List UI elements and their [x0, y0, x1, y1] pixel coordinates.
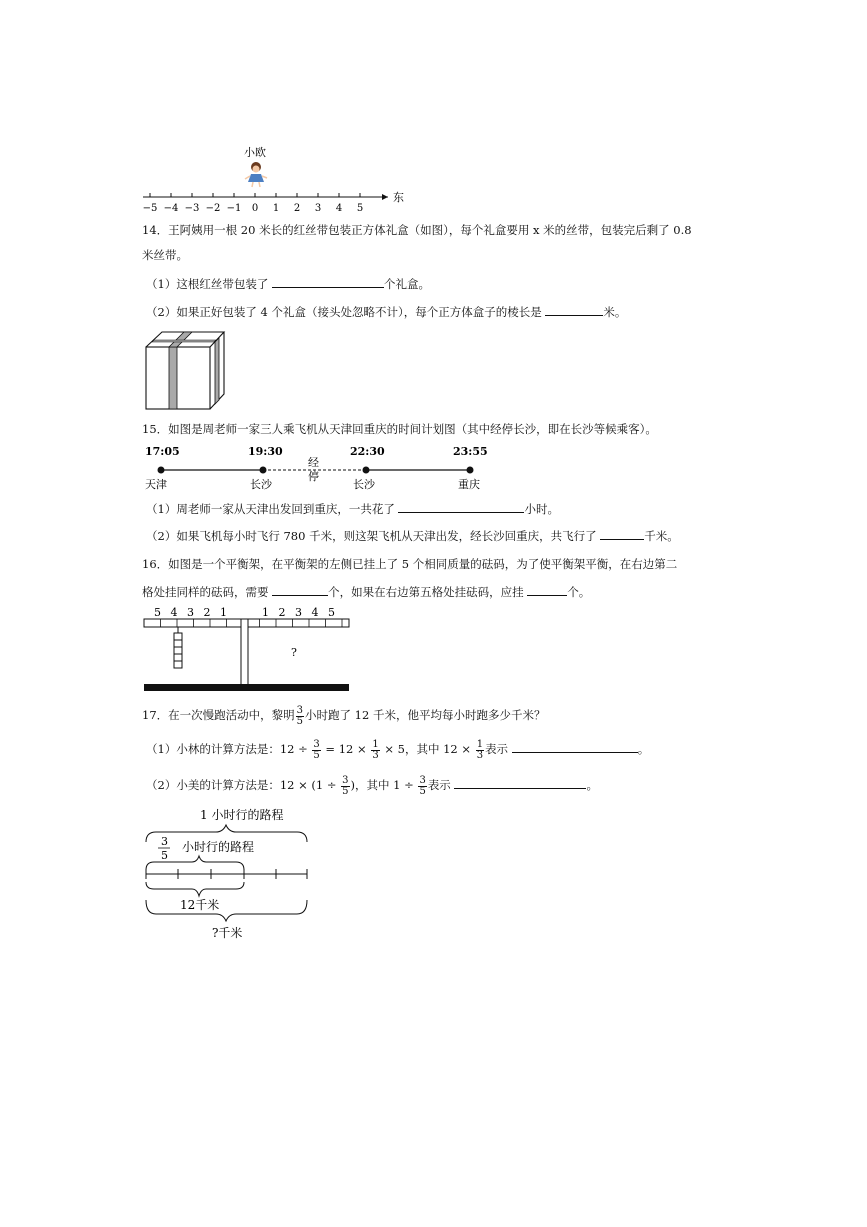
fraction-3-5-d: $\frac{3}{5}$ [419, 774, 426, 797]
q16-line1: 16．如图是一个平衡架，在平衡架的左侧已挂上了 5 个相同质量的砝码，为了使平衡架平衡，在右边第二 [142, 557, 678, 571]
q14-part1-end: 个礼盒。 [383, 277, 430, 291]
gift-box-diagram [144, 330, 228, 412]
number-line-tick-label: 3 [314, 203, 322, 214]
fraction-3-5-b: $\frac{3}{5}$ [313, 738, 320, 761]
q16-answer-blank-2[interactable] [527, 583, 567, 596]
q17-line1-a: 17．在一次慢跑活动中，黎明 [142, 708, 295, 722]
fraction-3-5: $\frac{3}{5}$ [296, 704, 304, 727]
place-1: 天津 [145, 478, 167, 491]
flight-timeline [140, 442, 500, 492]
q17-part1-end: 。 [637, 742, 650, 756]
diagram-12km-label: 12千米 [180, 898, 220, 912]
q14-part1-text: （1）这根红丝带包装了 [146, 277, 272, 291]
number-line-tick-label: 1 [272, 203, 280, 214]
balance-right-label: 4 [311, 606, 319, 619]
diagram-question-km: ?千米 [212, 926, 243, 940]
balance-diagram [142, 604, 354, 692]
time-2: 19:30 [248, 445, 283, 458]
balance-left-label: 5 [154, 606, 161, 619]
fraction-1-3-a: $\frac{1}{3}$ [372, 738, 379, 761]
q17-part1-a: （1）小林的计算方法是：12 ÷ [146, 742, 312, 756]
q16-answer-blank-1[interactable] [272, 583, 328, 596]
q17-part1-b: = 12 × [321, 742, 371, 756]
balance-right-label: 1 [262, 606, 269, 619]
weights-stack [174, 627, 182, 668]
q14-answer-blank-1[interactable] [272, 275, 384, 288]
q15-line1: 15．如图是周老师一家三人乘飞机从天津回重庆的时间计划图（其中经停长沙，即在长沙等候乘客）。 [142, 422, 657, 436]
number-line-tick-label: 4 [335, 203, 343, 214]
q17-answer-blank-1[interactable] [512, 740, 638, 753]
q15-part1-text: （1）周老师一家从天津出发回到重庆，一共花了 [146, 502, 399, 516]
fraction-1-3-b: $\frac{1}{3}$ [476, 738, 484, 761]
q15-part2-text: （2）如果飞机每小时飞行 780 千米，则这架飞机从天津出发，经长沙回重庆，共飞行了 [146, 529, 601, 543]
diagram-top-label: 1 小时行的路程 [200, 808, 284, 822]
q17-part2 [146, 774, 598, 797]
person-label: 小欧 [244, 146, 266, 159]
number-line-tick-label: 0 [251, 203, 259, 214]
place-3: 长沙 [353, 478, 375, 491]
time-4: 23:55 [453, 445, 488, 458]
q17-part1 [146, 738, 649, 761]
q14-part1 [146, 275, 430, 292]
diagram-frac-d: 5 [161, 849, 168, 862]
balance-base [144, 684, 349, 691]
q16-line2-text-c: 个。 [567, 585, 591, 599]
q17-answer-blank-2[interactable] [454, 776, 586, 789]
balance-right-label: 2 [278, 606, 286, 619]
time-3: 22:30 [350, 445, 385, 458]
number-line-tick-label: −3 [184, 203, 200, 214]
number-line-diagram [140, 140, 410, 215]
stop-label-2: 停 [308, 470, 319, 483]
balance-pole [241, 619, 248, 685]
balance-right-label: 5 [328, 606, 335, 619]
q17-part2-a: （2）小美的计算方法是：12 × (1 ÷ [146, 778, 341, 792]
number-line-tick-label: −2 [205, 203, 221, 214]
q17-part2-c: 表示 [427, 778, 455, 792]
q14-part2-end: 米。 [603, 305, 627, 319]
q14-line1: 14．王阿姨用一根 20 米长的红丝带包装正方体礼盒（如图），每个礼盒要用 x 米的丝带，包装完后剩了 0.8 [142, 223, 692, 237]
q14-line2: 米丝带。 [142, 248, 188, 262]
q14-part2-text: （2）如果正好包装了 4 个礼盒（接头处忽略不计），每个正方体盒子的棱长是 [146, 305, 546, 319]
stop-label-1: 经 [308, 456, 319, 469]
balance-left-label: 2 [203, 606, 211, 619]
balance-right-label: 3 [295, 606, 302, 619]
number-line-tick-label: 2 [293, 203, 301, 214]
place-2: 长沙 [250, 478, 272, 491]
balance-left-label: 4 [170, 606, 178, 619]
q17-line1 [142, 704, 545, 727]
fraction-3-5-c: $\frac{3}{5}$ [342, 774, 349, 797]
q16-line2-text-a: 格处挂同样的砝码，需要 [142, 585, 273, 599]
dot-chongqing [467, 467, 474, 474]
east-label: 东 [393, 191, 404, 204]
q15-part2-end: 千米。 [644, 529, 679, 543]
q17-part1-c: × 5，其中 12 × [380, 742, 475, 756]
time-1: 17:05 [145, 445, 180, 458]
number-line-tick-label: −1 [226, 203, 242, 214]
diagram-frac-n: 3 [161, 835, 168, 848]
q17-line1-b: 小时跑了 12 千米，他平均每小时跑多少千米？ [305, 708, 546, 722]
q16-line2 [142, 583, 590, 600]
q17-part2-b: )，其中 1 ÷ [350, 778, 418, 792]
q15-part1-end: 小时。 [524, 502, 559, 516]
number-line-tick-label: −4 [163, 203, 179, 214]
q15-answer-blank-1[interactable] [398, 500, 524, 513]
q16-line2-text-b: 个，如果在右边第五格处挂砝码，应挂 [328, 585, 528, 599]
number-line-tick-label: 5 [356, 203, 364, 214]
q17-part2-end: 。 [586, 778, 598, 792]
place-4: 重庆 [458, 478, 480, 491]
balance-left-label: 1 [220, 606, 227, 619]
q14-answer-blank-2[interactable] [545, 303, 603, 316]
axis-arrow [382, 194, 388, 200]
diagram-mid-label: 小时行的路程 [182, 840, 255, 854]
q15-part2 [146, 527, 679, 544]
balance-left-label: 3 [187, 606, 194, 619]
number-line-tick-label: −5 [142, 203, 158, 214]
dot-changsha-1 [260, 467, 267, 474]
q17-part1-d: 表示 [485, 742, 512, 756]
q15-answer-blank-2[interactable] [600, 527, 644, 540]
dot-tianjin [158, 467, 165, 474]
girl-figure [245, 162, 267, 187]
q15-part1 [146, 500, 559, 517]
dot-changsha-2 [363, 467, 370, 474]
q14-part2 [146, 303, 626, 320]
question-mark: ? [291, 646, 297, 659]
distance-diagram [140, 804, 320, 944]
